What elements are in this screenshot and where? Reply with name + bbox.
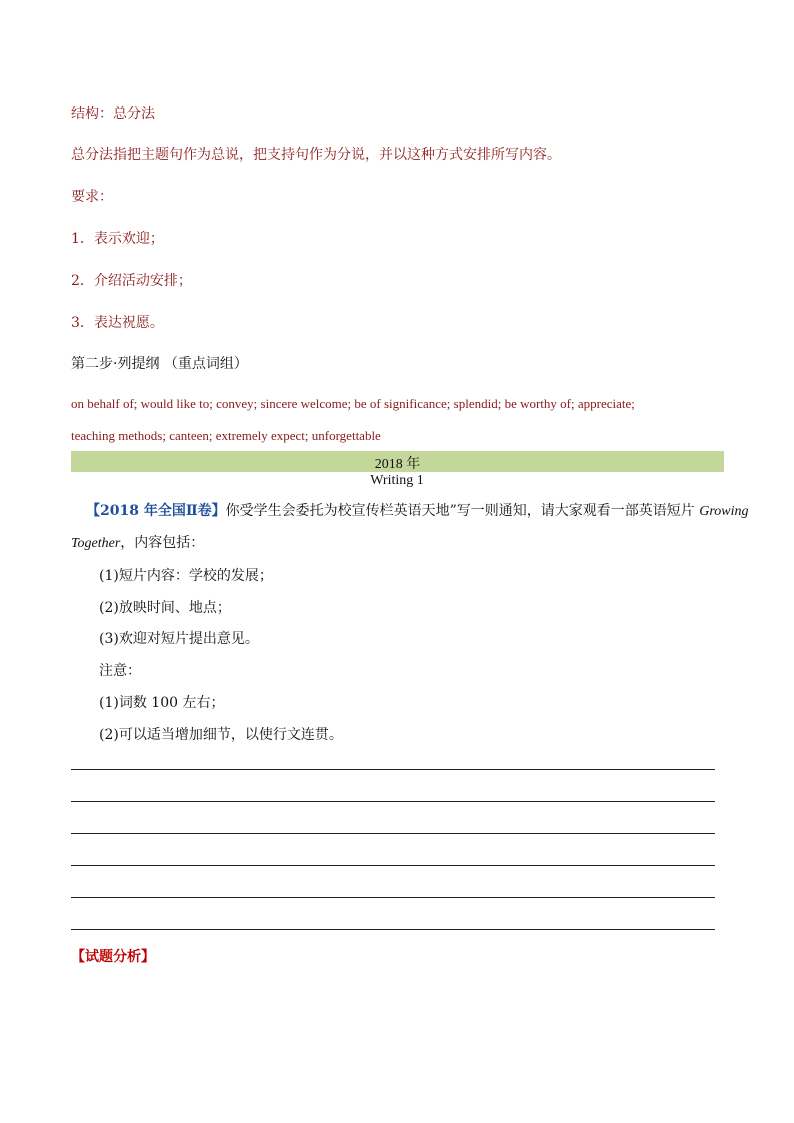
note-item: (2)可以适当增加细节，以使行文连贯。: [99, 727, 343, 743]
question-source-tag: 【2018 年全国Ⅱ卷】: [86, 503, 226, 519]
analysis-heading: 【试题分析】: [71, 949, 155, 965]
question-second-line: [71, 532, 204, 552]
film-title: Together: [71, 536, 121, 551]
note-item: (1)词数 100 左右；: [99, 695, 225, 711]
year-bar: [71, 451, 724, 472]
answer-line: [71, 801, 715, 802]
year-bar-label: 2018 年: [374, 457, 421, 472]
note-label: 注意：: [99, 663, 141, 679]
content-item: (2)放映时间、地点；: [99, 600, 231, 616]
writing-title: Writing 1: [370, 473, 424, 488]
question-first-line: [86, 500, 749, 520]
content-item: (1)短片内容：学校的发展；: [99, 568, 273, 584]
answer-line: [71, 897, 715, 898]
question-text: 你受学生会委托为校宣传栏英语天地”写一则通知，请大家观看一部英语短片: [225, 503, 695, 519]
step2-heading: 第二步·列提纲 （重点词组）: [71, 356, 248, 372]
key-phrases-line: teaching methods; canteen; extremely expect; unforgettable: [71, 428, 381, 443]
structure-line: 结构：总分法: [71, 106, 155, 122]
requirement-item: 2．介绍活动安排；: [71, 273, 192, 289]
key-phrases-line: on behalf of; would like to; convey; sincere welcome; be of significance; splendid; be worthy of; appreciate;: [71, 396, 635, 411]
film-title: Growing: [699, 504, 749, 519]
content-item: (3)欢迎对短片提出意见。: [99, 631, 259, 647]
answer-line: [71, 865, 715, 866]
question-text: ，内容包括：: [120, 535, 205, 551]
requirement-item: 1．表示欢迎；: [71, 231, 164, 247]
structure-description: 总分法指把主题句作为总说，把支持句作为分说，并以这种方式安排所写内容。: [71, 147, 561, 163]
answer-line: [71, 833, 715, 834]
answer-line: [71, 769, 715, 770]
answer-line: [71, 929, 715, 930]
requirements-label: 要求：: [71, 189, 113, 205]
requirement-item: 3．表达祝愿。: [71, 315, 164, 331]
